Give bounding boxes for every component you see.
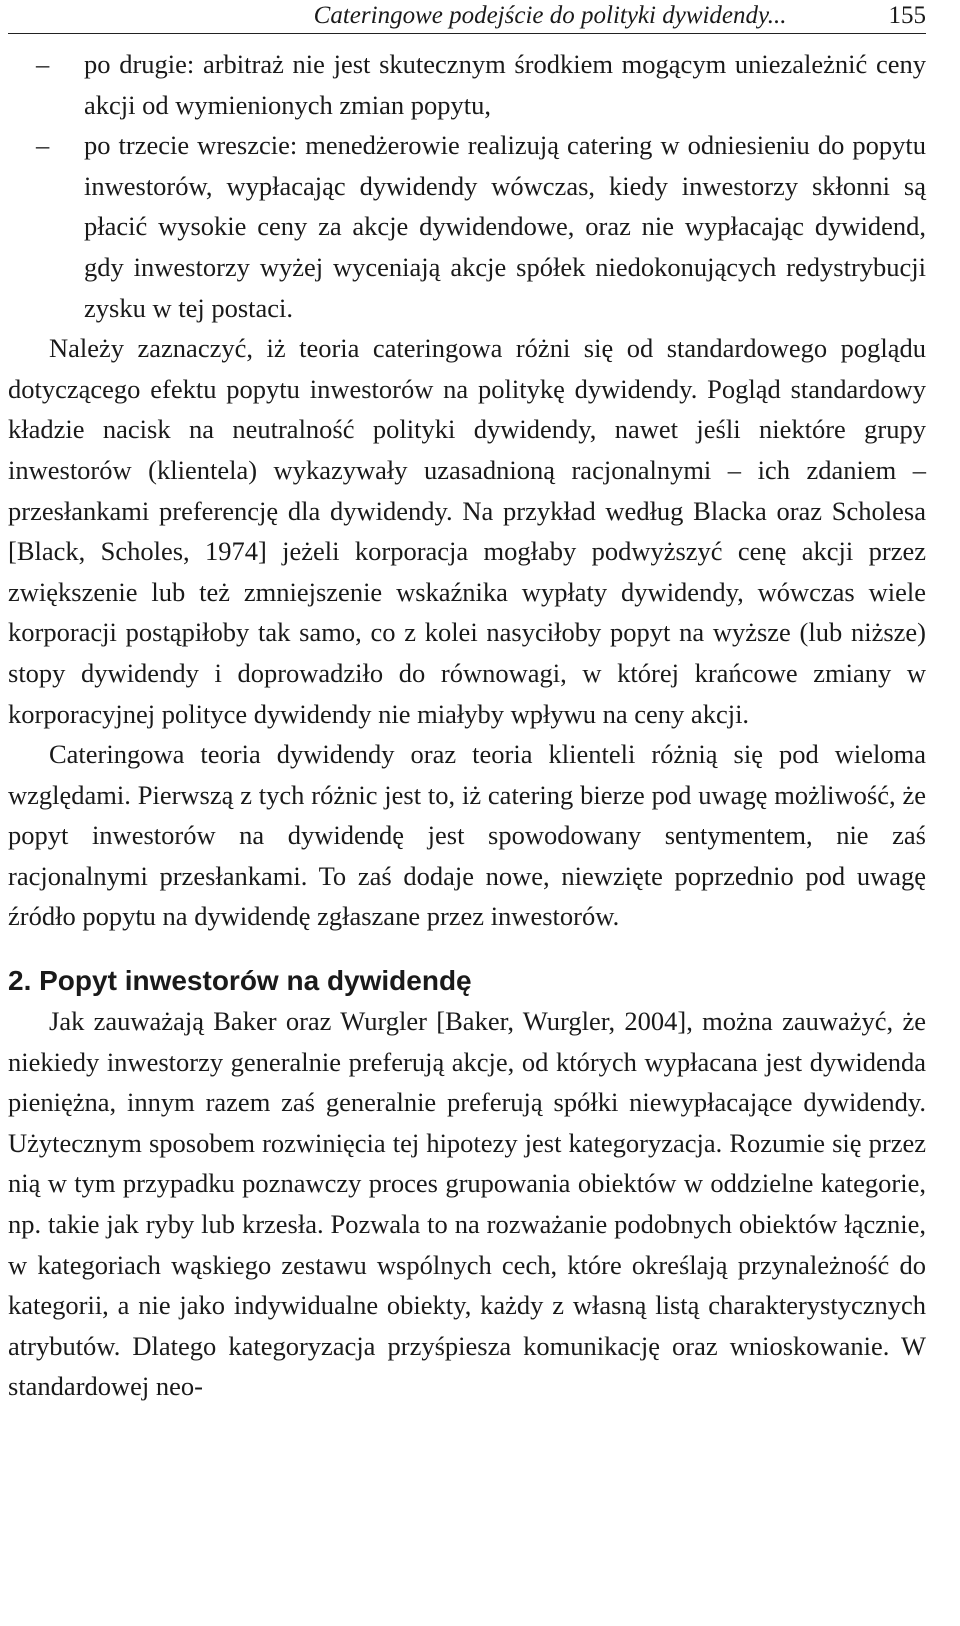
list-item bbox=[8, 44, 926, 125]
paragraph: Jak zauważają Baker oraz Wurgler [Baker, Wurgler, 2004], można zauważyć, że niekiedy inwestorzy generalnie preferują akcje, od których wypłacana jest dywidenda pieniężna, innym razem zaś generalnie preferują spółki niewypłacające dywidendy. Użytecznym sposobem rozwinięcia tej hipotezy jest kategoryzacja. Rozumie się przez nią w tym przypadku poznawczy proces grupowania obiektów w oddzielne kategorie, np. takie jak ryby lub krzesła. Pozwala to na rozważanie podobnych obiektów łącznie, w kategoriach wąskiego zestawu wspólnych cech, które określają przynależność do kategorii, a nie jako indywidualne obiekty, każdy z własną listą charakterystycznych atrybutów. Dlatego kategoryzacja przyśpiesza komunikację oraz wnioskowanie. W standardowej neo- bbox=[8, 1006, 926, 1402]
page-number: 155 bbox=[888, 2, 926, 29]
running-head-title: Cateringowe podejście do polityki dywidendy... bbox=[313, 2, 787, 29]
section-heading: 2. Popyt inwestorów na dywidendę bbox=[8, 965, 472, 997]
dash-list bbox=[8, 44, 926, 328]
list-item-text: po trzecie wreszcie: menedżerowie realizują catering w odniesieniu do popytu inwestorów, wypłacając dywidendy wówczas, kiedy inwestorzy skłonni są płacić wysokie ceny za akcje dywidendowe, oraz nie wypłacając dywidend, gdy inwestorzy wyżej wyceniają akcje spółek niedokonujących redystrybucji zysku w tej postaci. bbox=[84, 130, 926, 323]
body-text bbox=[8, 44, 926, 1407]
list-dash: – bbox=[36, 49, 50, 79]
list-dash: – bbox=[36, 130, 50, 161]
running-head bbox=[8, 0, 926, 34]
paragraph: Należy zaznaczyć, iż teoria cateringowa różni się od standardowego poglądu dotyczącego efektu popytu inwestorów na politykę dywidendy. Pogląd standardowy kładzie nacisk na neutralność polityki dywidendy, nawet jeśli niektóre grupy inwestorów (klientela) wykazywały uzasadnioną racjonalnymi – ich zdaniem – przesłankami preferencję dla dywidendy. Na przykład według Blacka oraz Scholesa [Black, Scholes, 1974] jeżeli korporacja mogłaby podwyższyć cenę akcji przez zwiększenie lub też zmniejszenie wskaźnika wypłaty dywidendy, wówczas wiele korporacji postąpiłoby tak samo, co z kolei nasyciłoby popyt na wyższe (lub niższe) stopy dywidendy i doprowadziło do równowagi, w której krańcowe zmiany w korporacyjnej polityce dywidendy nie miałyby wpływu na ceny akcji. bbox=[8, 333, 926, 729]
list-item-text: po drugie: arbitraż nie jest skutecznym środkiem mogącym uniezależnić ceny akcji od wymienionych zmian popytu, bbox=[84, 49, 926, 120]
list-item bbox=[8, 125, 926, 328]
paragraph: Cateringowa teoria dywidendy oraz teoria klienteli różnią się pod wieloma względami. Pierwszą z tych różnic jest to, iż catering bierze pod uwagę możliwość, że popyt inwestorów na dywidendę jest spowodowany sentymentem, nie zaś racjonalnymi przesłankami. To zaś dodaje nowe, niewzięte poprzednio pod uwagę źródło popytu na dywidendę zgłaszane przez inwestorów. bbox=[8, 739, 926, 932]
